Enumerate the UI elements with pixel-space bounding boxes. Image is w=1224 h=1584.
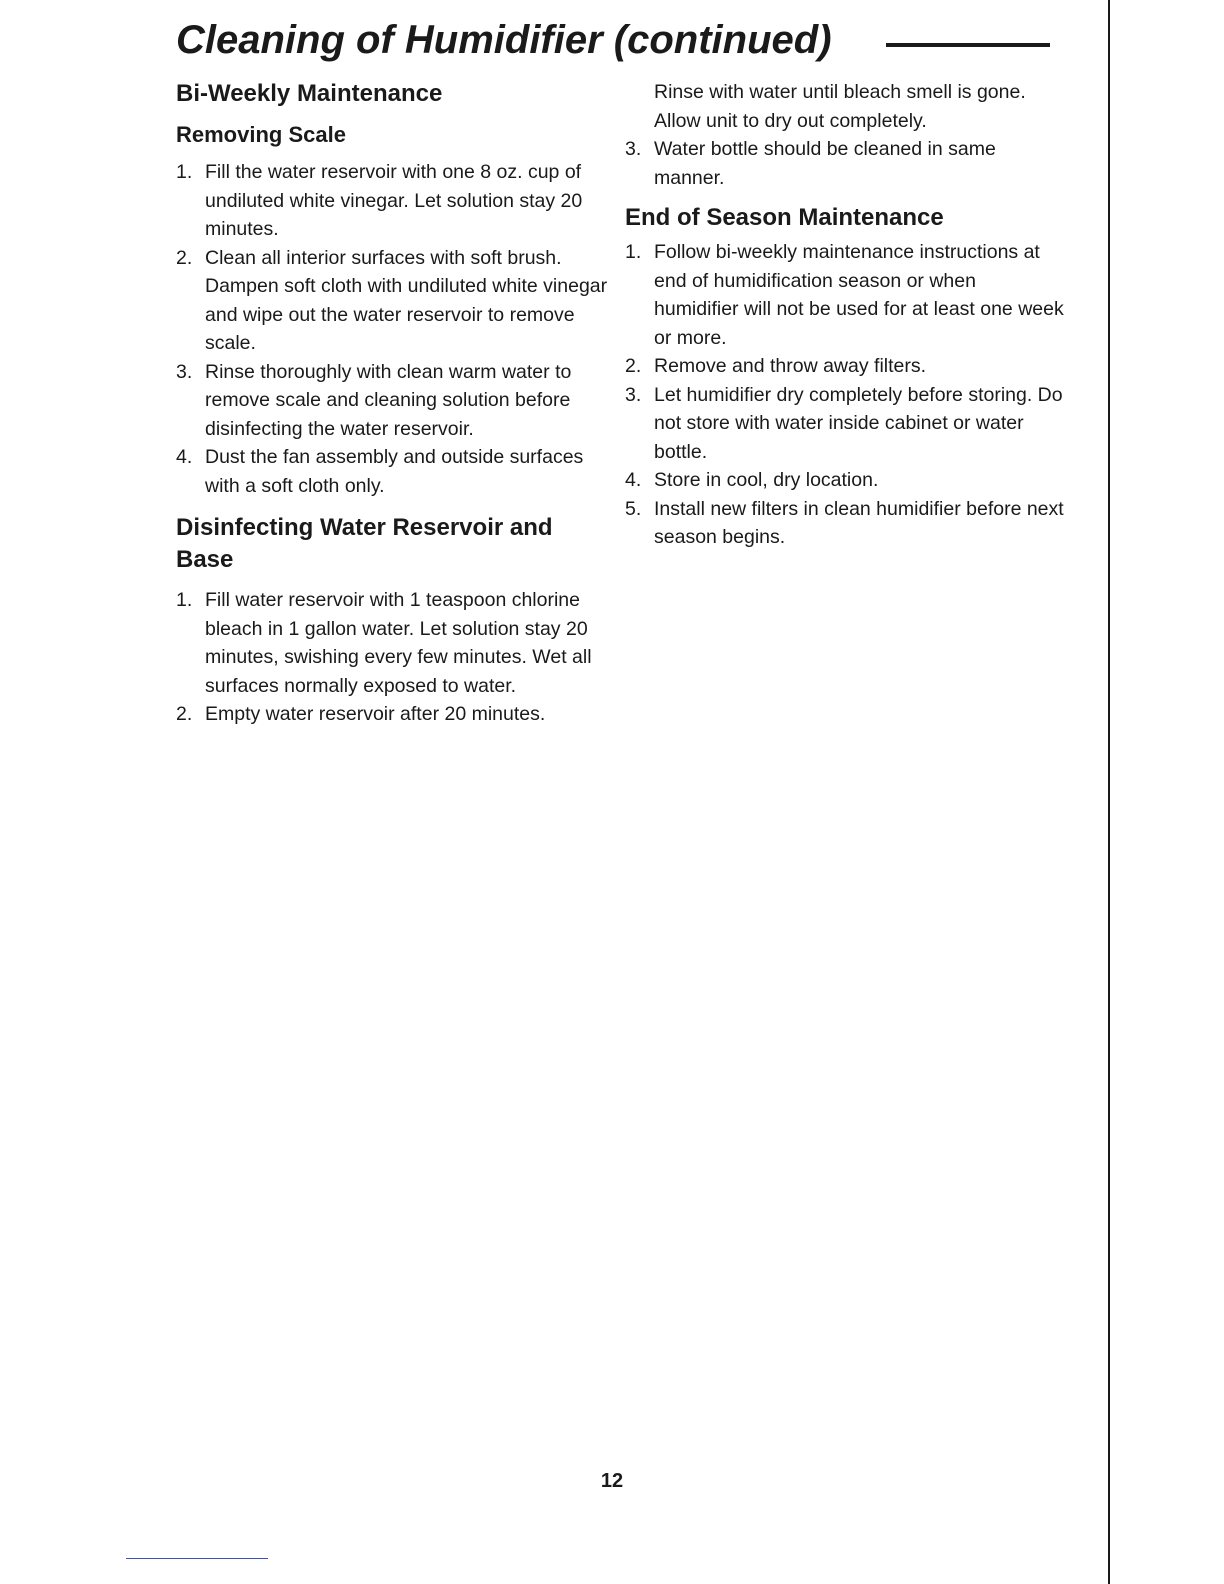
page-title: Cleaning of Humidifier (continued) xyxy=(176,18,832,62)
list-text: Follow bi-weekly maintenance instructions at end of humidification season or when humidifier will not be used for at least one week or more. xyxy=(654,241,1064,349)
list-item xyxy=(176,586,616,700)
section-heading-bi-weekly: Bi-Weekly Maintenance xyxy=(176,80,443,107)
list-number: 2. xyxy=(176,246,193,269)
list-number: 3. xyxy=(176,360,193,383)
list-number: 1. xyxy=(625,241,642,263)
list-text: Clean all interior surfaces with soft brush. Dampen soft cloth with undiluted white vinegar and wipe out the water reservoir to remove scale. xyxy=(205,246,608,354)
list-text: Rinse thoroughly with clean warm water to remove scale and cleaning solution before disinfecting the water reservoir. xyxy=(205,360,572,440)
disinfecting-list-continued xyxy=(625,135,1065,192)
subheading-removing-scale: Removing Scale xyxy=(176,122,346,147)
list-number: 4. xyxy=(625,469,642,491)
list-number: 3. xyxy=(625,383,642,406)
title-rule xyxy=(886,43,1050,47)
list-text: Fill the water reservoir with one 8 oz. cup of undiluted white vinegar. Let solution stay 20 minutes. xyxy=(205,161,583,240)
page-number: 12 xyxy=(600,1470,624,1492)
list-text: Water bottle should be cleaned in same manner. xyxy=(654,138,996,189)
list-item xyxy=(625,352,1065,381)
list-text: Dust the fan assembly and outside surfaces with a soft cloth only. xyxy=(205,446,584,497)
list-text: Install new filters in clean humidifier before next season begins. xyxy=(654,497,1064,548)
list-number: 1. xyxy=(176,161,193,183)
list-item xyxy=(176,443,616,500)
continued-text: Rinse with water until bleach smell is gone. Allow unit to dry out completely. xyxy=(654,81,1026,132)
section-heading-disinfecting: Disinfecting Water Reservoir and Base xyxy=(176,514,553,573)
footer-link-line xyxy=(126,1558,268,1559)
list-number: 2. xyxy=(625,355,642,377)
section-heading-end-of-season: End of Season Maintenance xyxy=(625,204,944,231)
list-number: 3. xyxy=(625,138,642,160)
list-number: 5. xyxy=(625,497,642,520)
list-text: Remove and throw away filters. xyxy=(654,355,927,377)
removing-scale-list xyxy=(176,158,616,500)
list-item xyxy=(625,135,1065,192)
list-item xyxy=(625,238,1065,352)
page-edge-line xyxy=(1108,0,1110,1584)
list-text: Fill water reservoir with 1 teaspoon chlorine bleach in 1 gallon water. Let solution stay 20 minutes, swishing every few minutes. Wet all surfaces normally exposed to water. xyxy=(205,589,592,697)
list-item xyxy=(625,466,1065,495)
right-column xyxy=(625,78,1065,552)
list-number: 4. xyxy=(176,446,193,468)
left-column xyxy=(176,78,616,729)
list-text: Store in cool, dry location. xyxy=(654,469,879,491)
list-text: Empty water reservoir after 20 minutes. xyxy=(205,703,546,725)
list-item xyxy=(625,381,1065,467)
list-item xyxy=(176,358,616,444)
list-item xyxy=(176,244,616,358)
list-item xyxy=(176,158,616,244)
list-number: 1. xyxy=(176,589,193,611)
list-text: Let humidifier dry completely before storing. Do not store with water inside cabinet or water bottle. xyxy=(654,383,1063,463)
disinfecting-list xyxy=(176,586,616,729)
list-number: 2. xyxy=(176,703,193,725)
list-item xyxy=(176,700,616,729)
list-item xyxy=(625,495,1065,552)
end-of-season-list xyxy=(625,238,1065,552)
